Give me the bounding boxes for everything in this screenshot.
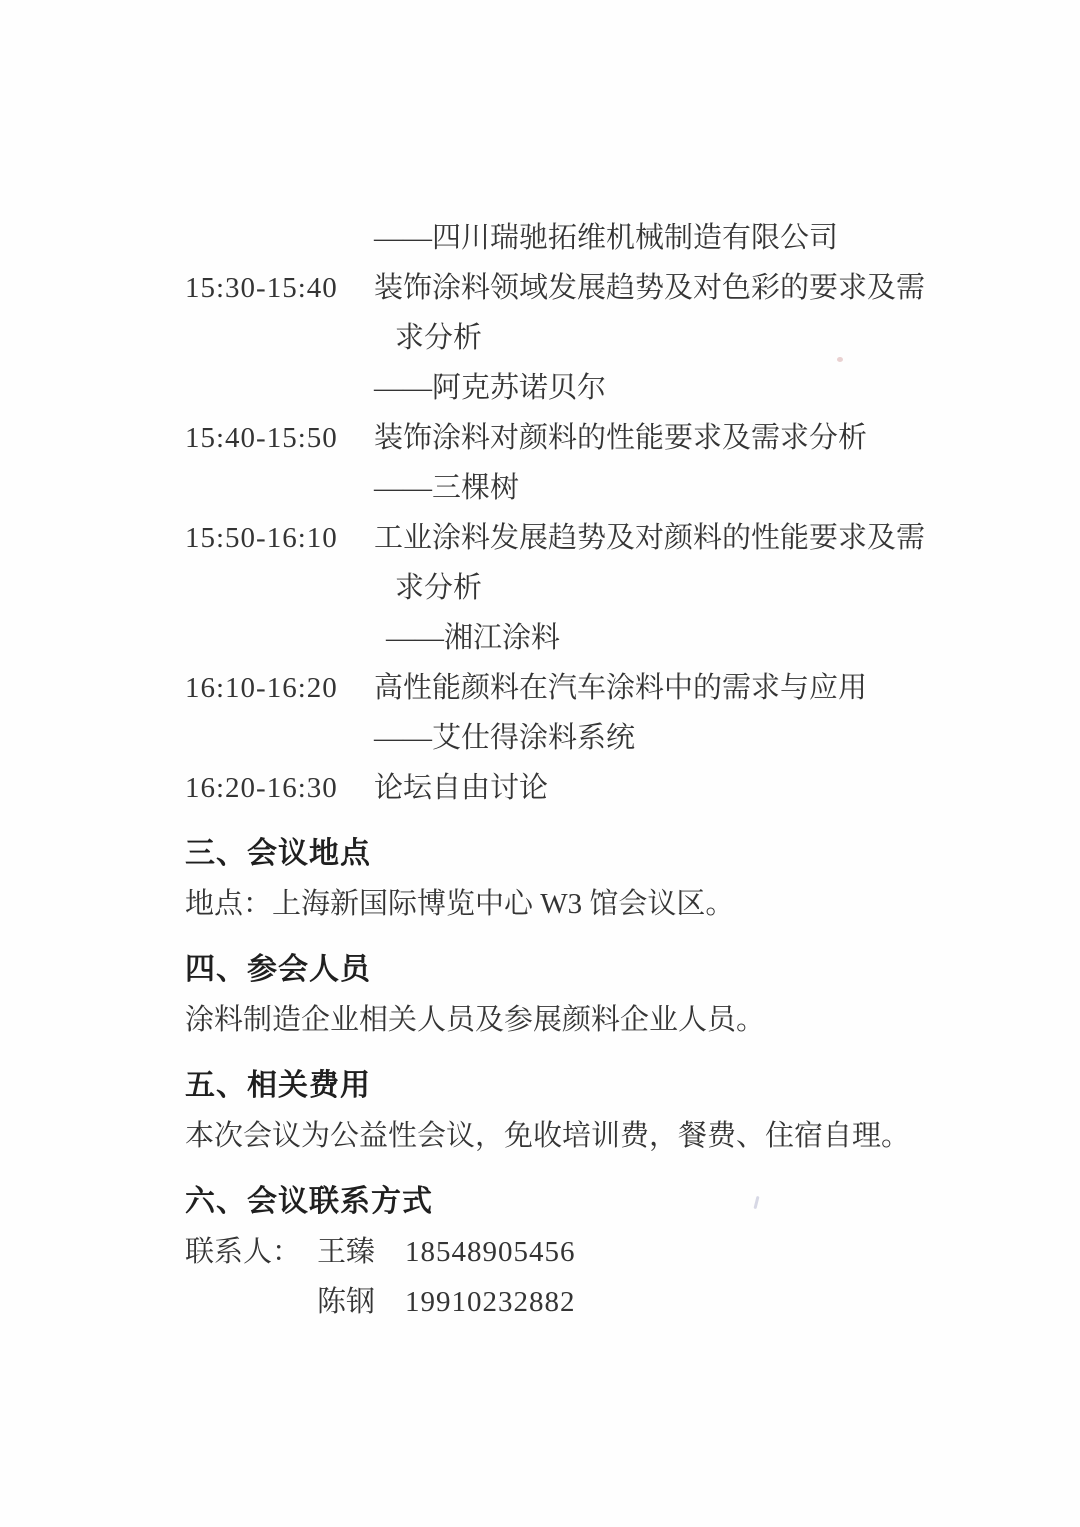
section-venue: [185, 829, 925, 929]
agenda-session-title-wrap: 求分析: [395, 572, 483, 604]
agenda-session-title: 装饰涂料对颜料的性能要求及需求分析: [374, 422, 868, 454]
contact-row: [185, 1227, 925, 1277]
agenda-time: 15:30-15:40: [185, 272, 338, 304]
section-attendees: [185, 945, 925, 1045]
contact-name: 陈钢: [317, 1286, 376, 1318]
agenda-row: [185, 213, 925, 263]
agenda-session-title: 论坛自由讨论: [374, 772, 549, 804]
contact-label: 联系人：: [185, 1236, 302, 1268]
agenda-speaker: ——三棵树: [374, 472, 520, 504]
agenda-speaker: ——四川瑞驰拓维机械制造有限公司: [374, 222, 839, 254]
contact-phone: 19910232882: [405, 1286, 576, 1318]
contact-phone: 18548905456: [405, 1236, 576, 1268]
agenda-time: 16:20-16:30: [185, 772, 338, 804]
section-body: 本次会议为公益性会议，免收培训费，餐费、住宿自理。: [185, 1120, 911, 1152]
agenda-time: [185, 363, 374, 413]
agenda-row: [185, 763, 925, 813]
scan-artifact: [837, 357, 843, 362]
agenda-row: [185, 613, 925, 663]
agenda-row: [185, 663, 925, 713]
section-heading: 六、会议联系方式: [185, 1185, 433, 1218]
agenda-session-title-wrap: 求分析: [395, 322, 483, 354]
agenda-row: [185, 563, 925, 613]
agenda-row: [185, 363, 925, 413]
document-content: [185, 213, 925, 1327]
section-body: 涂料制造企业相关人员及参展颜料企业人员。: [185, 1004, 766, 1036]
contact-row: [185, 1277, 925, 1327]
agenda-time: 16:10-16:20: [185, 672, 338, 704]
agenda-speaker: ——湘江涂料: [386, 622, 561, 654]
agenda-time: [185, 563, 374, 613]
agenda-time: 15:50-16:10: [185, 522, 338, 554]
agenda-time: [185, 213, 374, 263]
agenda-time: [185, 613, 374, 663]
contact-label-spacer: [185, 1277, 317, 1327]
agenda-row: [185, 413, 925, 463]
agenda-time: [185, 313, 374, 363]
agenda-speaker: ——阿克苏诺贝尔: [374, 372, 607, 404]
section-heading: 三、会议地点: [185, 837, 371, 870]
agenda-speaker: ——艾仕得涂料系统: [374, 722, 636, 754]
section-heading: 五、相关费用: [185, 1069, 371, 1102]
agenda-session-title: 装饰涂料领域发展趋势及对色彩的要求及需: [374, 272, 926, 304]
contact-name: 王臻: [317, 1236, 376, 1268]
section-fees: [185, 1061, 925, 1161]
agenda-time: [185, 713, 374, 763]
agenda-row: [185, 713, 925, 763]
agenda-row: [185, 263, 925, 313]
section-contacts: [185, 1177, 925, 1327]
agenda-row: [185, 513, 925, 563]
agenda-session-title: 工业涂料发展趋势及对颜料的性能要求及需: [374, 522, 926, 554]
agenda-row: [185, 313, 925, 363]
agenda-time: 15:40-15:50: [185, 422, 338, 454]
section-body: 地点：上海新国际博览中心 W3 馆会议区。: [185, 888, 735, 920]
agenda-row: [185, 463, 925, 513]
agenda-session-title: 高性能颜料在汽车涂料中的需求与应用: [374, 672, 868, 704]
agenda-time: [185, 463, 374, 513]
section-heading: 四、参会人员: [185, 953, 371, 986]
